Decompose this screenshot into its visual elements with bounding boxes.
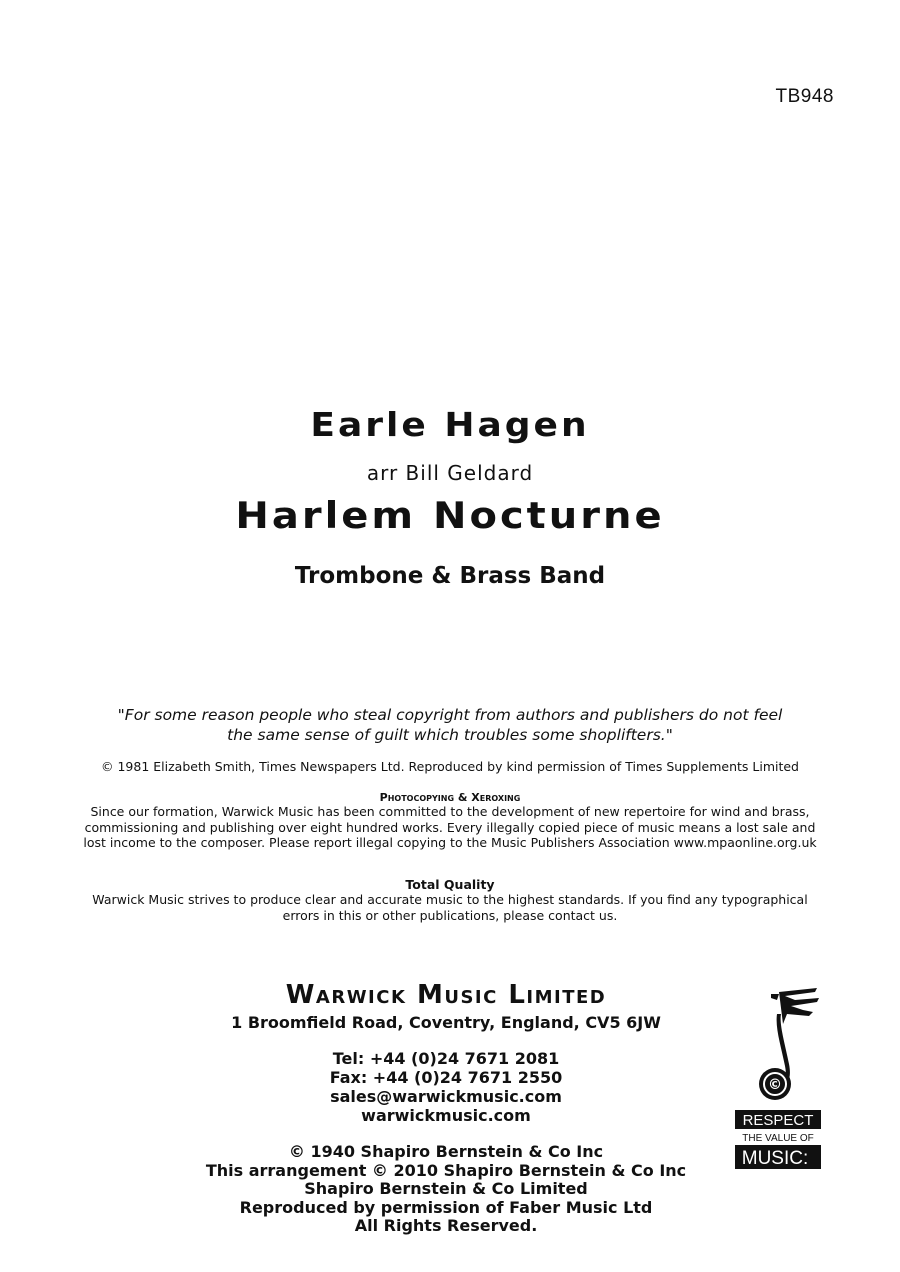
quote-credit: © 1981 Elizabeth Smith, Times Newspapers Ltd. Reproduced by kind permission of Times Supplements Limited — [101, 759, 799, 774]
photocopying-heading: Photocopying & Xeroxing — [379, 791, 521, 804]
piece-title: Harlem Nocturne — [235, 494, 665, 538]
publisher-name: Warwick Music Limited — [285, 980, 607, 1010]
copyright-line: Shapiro Bernstein & Co Limited — [304, 1179, 588, 1198]
notice-line: commissioning and publishing over eight hundred works. Every illegally copied piece of music means a lost sale and — [84, 819, 816, 835]
respect-the-value-of-music-logo — [735, 984, 821, 1174]
notice-line: Warwick Music strives to produce clear and accurate music to the highest standards. If you find any typographical — [92, 892, 808, 907]
quality-heading: Total Quality — [405, 877, 495, 892]
copyright-quote — [0, 705, 900, 745]
publisher-address: 1 Broomfield Road, Coventry, England, CV5 6JW — [231, 1013, 661, 1032]
copyright-circle-icon — [759, 1068, 791, 1100]
fax-number: Fax: +44 (0)24 7671 2550 — [329, 1068, 563, 1087]
website: warwickmusic.com — [361, 1106, 531, 1125]
copyright-line: Reproduced by permission of Faber Music Ltd — [239, 1197, 653, 1217]
phone-number: Tel: +44 (0)24 7671 2081 — [332, 1049, 560, 1068]
composer-name: Earle Hagen — [310, 406, 590, 445]
quality-notice — [0, 892, 900, 923]
notice-line: lost income to the composer. Please report illegal copying to the Music Publishers Association www.mpaonline.org.uk — [83, 835, 817, 850]
notice-line: errors in this or other publications, please contact us. — [282, 907, 618, 923]
photocopying-notice — [0, 804, 900, 851]
copyright-line: All Rights Reserved. — [354, 1216, 538, 1235]
logo-line-music: MUSIC: — [741, 1148, 809, 1169]
logo-symbol: © — [768, 1077, 782, 1093]
quote-line: the same sense of guilt which troubles some shoplifters." — [227, 726, 673, 744]
copyright-line: This arrangement © 2010 Shapiro Bernstein & Co Inc — [205, 1160, 687, 1180]
copyright-line: © 1940 Shapiro Bernstein & Co Inc — [288, 1142, 604, 1161]
quote-line: "For some reason people who steal copyright from authors and publishers do not feel — [117, 706, 783, 724]
catalog-number: TB948 — [775, 86, 834, 107]
arranger-credit: arr Bill Geldard — [366, 461, 534, 485]
logo-line-respect: RESPECT — [742, 1112, 814, 1129]
instrumentation: Trombone & Brass Band — [294, 563, 606, 589]
email-address: sales@warwickmusic.com — [330, 1087, 562, 1106]
notice-line: Since our formation, Warwick Music has been committed to the development of new repertoire for wind and brass, — [90, 804, 810, 819]
logo-line-value: THE VALUE OF — [742, 1133, 814, 1144]
